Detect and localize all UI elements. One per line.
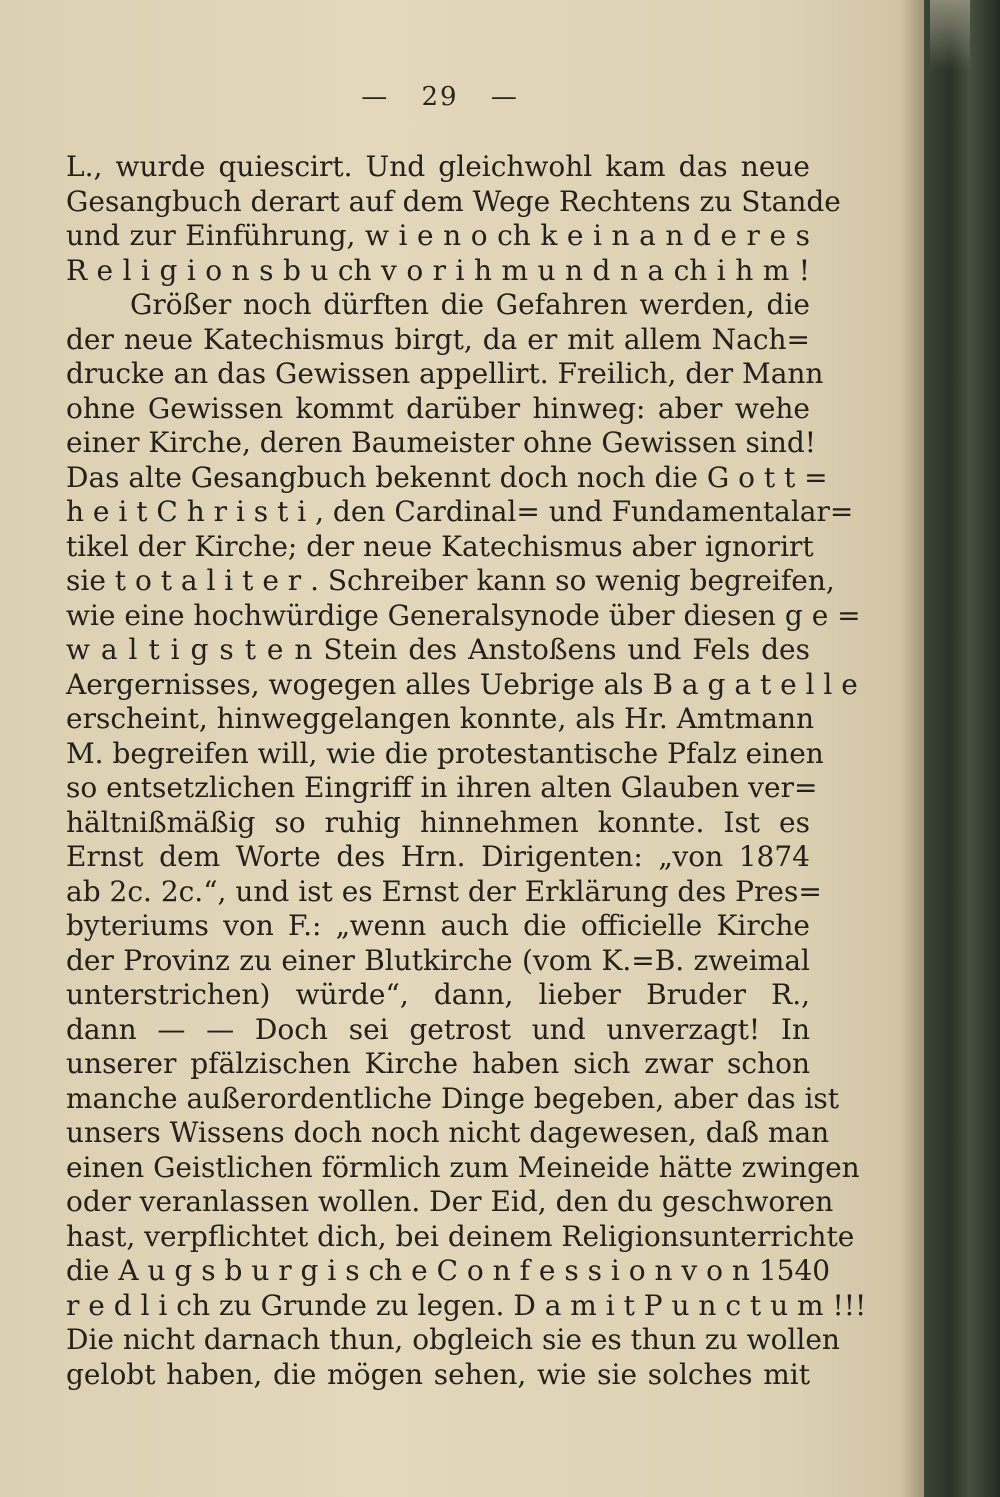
text-line: die A u g s b u r g i s ch e C o n f e s s i o n v o n 1540	[66, 1254, 831, 1287]
text-line: so entsetzlichen Eingriff in ihren alten Glauben ver=	[66, 771, 818, 804]
text-line: Gesangbuch derart auf dem Wege Rechtens zu Stande	[66, 184, 841, 218]
text-line: Die nicht darnach thun, obgleich sie es thun zu wollen	[66, 1323, 840, 1356]
text-line: R e l i g i o n s b u ch v o r i h m u n d n a ch i h m !	[66, 253, 810, 287]
text-line: einer Kirche, deren Baumeister ohne Gewissen sind!	[66, 426, 817, 459]
text-line: hältnißmäßig so ruhig hinnehmen konnte. Ist es	[66, 805, 810, 839]
spine-wear	[930, 0, 970, 70]
text-line: unterstrichen) würde“, dann, lieber Bruder R.,	[66, 978, 810, 1011]
text-line: byteriums von F.: „wenn auch die officielle Kirche	[66, 909, 810, 942]
text-line: und zur Einführung, w i e n o ch k e i n a n d e r e s	[66, 219, 810, 252]
text-line: der neue Katechismus birgt, da er mit allem Nach=	[66, 322, 810, 356]
text-line: der Provinz zu einer Blutkirche (vom K.=B. zweimal	[66, 943, 810, 977]
text-line: erscheint, hinweggelangen konnte, als Hr. Amtmann	[66, 702, 815, 735]
page-edge-shadow	[900, 0, 924, 1497]
page-header	[0, 82, 880, 112]
header-dash-right: —	[490, 82, 519, 112]
text-line: tikel der Kirche; der neue Katechismus aber ignorirt	[66, 529, 814, 563]
body-text	[66, 150, 867, 1392]
text-line: drucke an das Gewissen appellirt. Freilich, der Mann	[66, 357, 824, 390]
book-spine	[924, 0, 1000, 1497]
page-number: 29	[421, 82, 459, 112]
text-line: w a l t i g s t e n Stein des Anstoßens und Fels des	[66, 633, 810, 666]
text-line: unserer pfälzischen Kirche haben sich zwar schon	[66, 1047, 810, 1080]
text-line: unsers Wissens doch noch nicht dagewesen, daß man	[66, 1116, 830, 1149]
text-line: ab 2c. 2c.“, und ist es Ernst der Erklärung des Pres=	[66, 874, 822, 908]
text-line: hast, verpflichtet dich, bei deinem Religionsunterrichte	[66, 1219, 855, 1253]
text-line: Das alte Gesangbuch bekennt doch noch die G o t t =	[66, 460, 828, 494]
text-line: M. begreifen will, wie die protestantische Pfalz einen	[66, 736, 824, 770]
text-line: Ernst dem Worte des Hrn. Dirigenten: „von 1874	[66, 840, 810, 873]
text-line: h e i t C h r i s t i , den Cardinal= und Fundamentalar=	[66, 495, 854, 528]
text-line: gelobt haben, die mögen sehen, wie sie solches mit	[66, 1357, 810, 1391]
text-line: wie eine hochwürdige Generalsynode über diesen g e =	[66, 598, 861, 632]
text-line: dann — — Doch sei getrost und unverzagt! In	[66, 1012, 810, 1046]
header-dash-left: —	[361, 82, 390, 112]
text-line: oder veranlassen wollen. Der Eid, den du geschworen	[66, 1185, 834, 1218]
text-line: r e d l i ch zu Grunde zu legen. D a m i t P u n c t u m !!!	[66, 1288, 867, 1322]
text-line: einen Geistlichen förmlich zum Meineide hätte zwingen	[66, 1150, 860, 1184]
text-line: manche außerordentliche Dinge begeben, aber das ist	[66, 1081, 840, 1115]
text-line: L., wurde quiescirt. Und gleichwohl kam das neue	[66, 150, 810, 183]
text-line: Aergernisses, wogegen alles Uebrige als B a g a t e l l e	[66, 667, 858, 701]
text-line: Größer noch dürften die Gefahren werden, die	[130, 288, 810, 321]
text-line: ohne Gewissen kommt darüber hinweg: aber wehe	[66, 391, 810, 425]
text-line: sie t o t a l i t e r . Schreiber kann so wenig begreifen,	[66, 564, 835, 597]
